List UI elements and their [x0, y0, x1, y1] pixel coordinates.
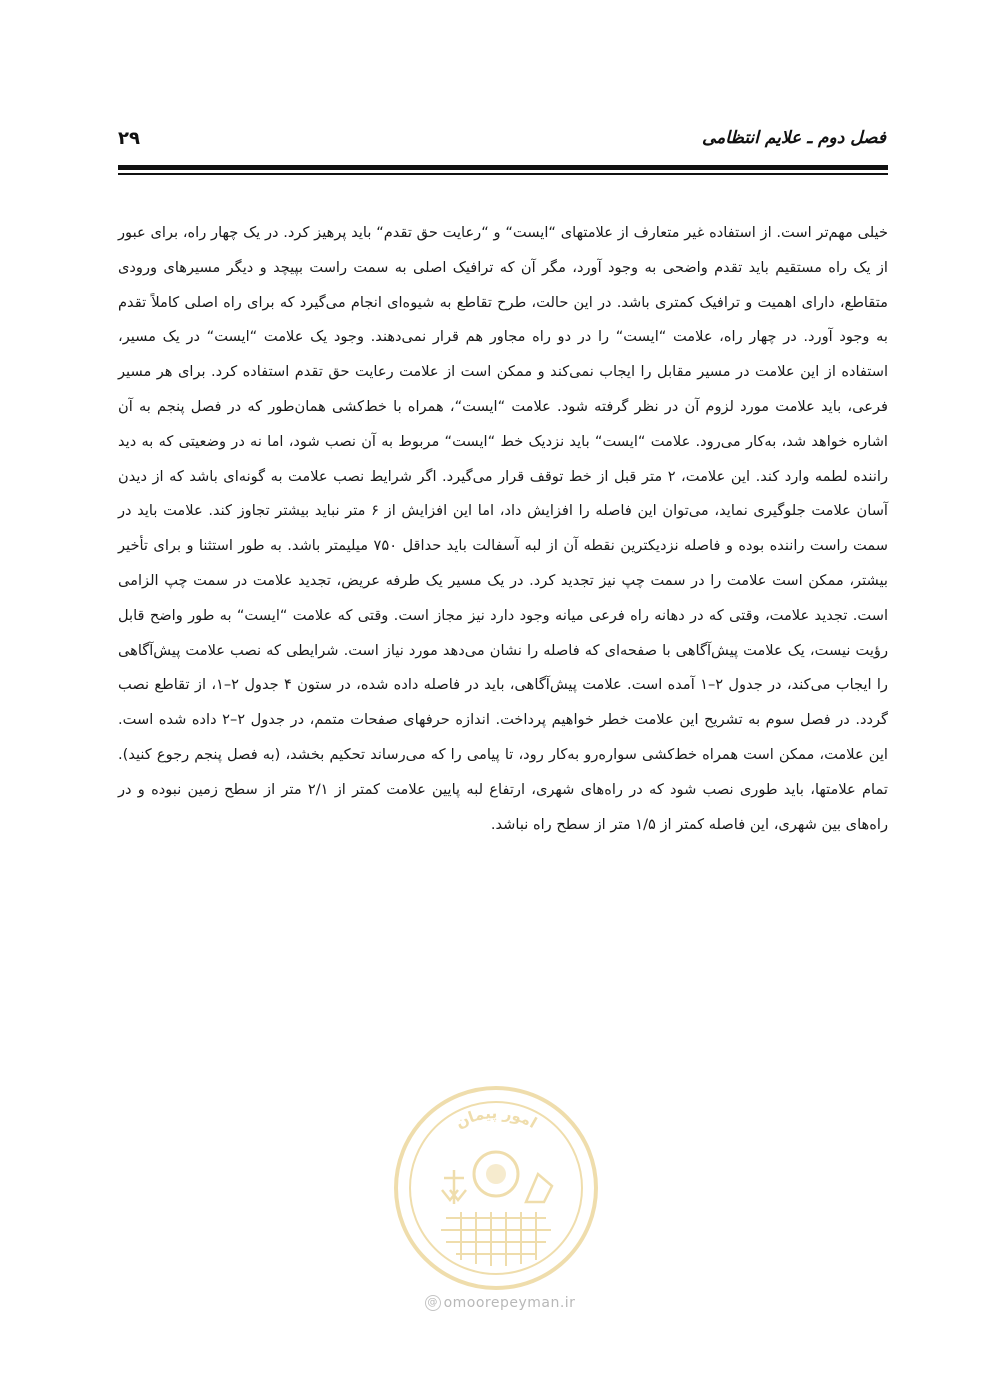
watermark-seal-logo: [386, 1078, 606, 1298]
chapter-title: فصل دوم ـ علایم انتظامی: [701, 128, 886, 148]
header-rule-thick: [118, 165, 888, 170]
body-paragraph: خیلی مهم‌تر است. از استفاده غیر متعارف از علامتهای “ایست“ و “رعایت حق تقدم“ باید پرهیز کرد. در یک چهار راه، برای عبور از یک راه مستقیم باید تقدم واضحی به وجود آورد، مگر آن که ترافیک اصلی به سمت راست بپیچد و دیگر مسیرهای ورودی متقاطع، دارای اهمیت و ترافیک کمتری باشد. در این حالت، طرح تقاطع به شیوه‌ای انجام می‌گیرد که برای راه اصلی کاملاً تقدم به وجود آورد. در چهار راه، علامت “ایست“ را در دو راه مجاور هم قرار نمی‌دهند. وجود یک علامت “ایست“ در یک مسیر، استفاده از این علامت در مسیر مقابل را ایجاب نمی‌کند و ممکن است از علامت رعایت حق تقدم استفاده کرد. برای هر مسیر فرعی، باید علامت مورد لزوم آن در نظر گرفته شود. علامت “ایست“، همراه با خط‌کشی همان‌طور که در فصل پنجم به آن اشاره خواهد شد، به‌کار می‌رود. علامت “ایست“ باید نزدیک خط “ایست“ مربوط به آن نصب شود، اما نه در وضعیتی که به دید راننده لطمه وارد کند. این علامت، ۲ متر قبل از خط توقف قرار می‌گیرد. اگر شرایط نصب علامت به گونه‌ای باشد که از دیدن آسان علامت جلوگیری نماید، می‌توان این فاصله را افزایش داد، اما این افزایش از ۶ متر نباید بیشتر تجاوز کند. علامت باید در سمت راست راننده بوده و فاصله نزدیکترین نقطه آن از لبه آسفالت باید حداقل ۷۵۰ میلیمتر باشد. به طور استثنا و برای تأخیر بیشتر، ممکن است علامت را در سمت چپ نیز تجدید کرد. در یک مسیر یک طرفه عریض، تجدید علامت در سمت چپ الزامی است. تجدید علامت، وقتی که در دهانه راه فرعی میانه وجود دارد نیز مجاز است. وقتی که علامت “ایست“ به طور واضح قابل رؤیت نیست، یک علامت پیش‌آگاهی با صفحه‌ای که فاصله را نشان می‌دهد مورد نیاز است. شرایطی که نصب علامت پیش‌آگاهی را ایجاب می‌کند، در جدول ۲–۱ آمده است. علامت پیش‌آگاهی، باید در فاصله داده شده، در ستون ۴ جدول ۲–۱، از تقاطع نصب گردد. در فصل سوم به تشریح این علامت خطر خواهیم پرداخت. اندازه حرفهای صفحات متمم، در جدول ۲–۲ داده شده است. این علامت، ممکن است همراه خط‌کشی سواره‌رو به‌کار رود، تا پیامی را که می‌رساند تحکیم بخشد، (به فصل پنجم رجوع کنید). تمام علامتها، باید طوری نصب شود که در راه‌های شهری، ارتفاع لبه پایین علامت کمتر از ۲/۱ متر از سطح زمین نبوده و در راه‌های بین شهری، این فاصله کمتر از ۱/۵ متر از سطح راه نباشد.: [118, 224, 888, 833]
page-number: ۲۹: [118, 128, 140, 149]
at-icon: @: [425, 1295, 441, 1311]
page-header: [118, 128, 886, 162]
header-rule-thin: [118, 173, 888, 175]
watermark-site: [410, 1295, 590, 1319]
watermark-seal-text: امور پیمان: [452, 1103, 541, 1133]
watermark-site-text: omoorepeyman.ir: [443, 1295, 576, 1311]
